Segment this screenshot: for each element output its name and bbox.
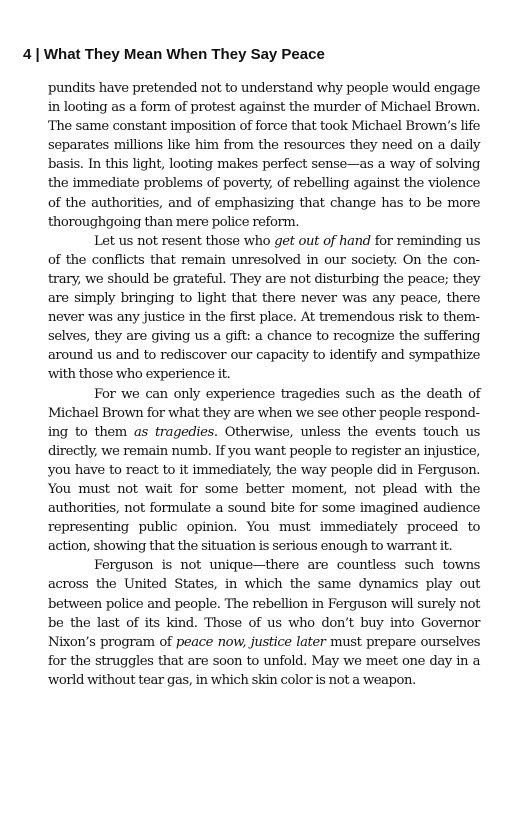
italic-phrase: as tragedies <box>134 424 214 440</box>
paragraph <box>48 385 480 557</box>
italic-phrase: get out of hand <box>274 233 371 249</box>
body-text <box>48 79 480 690</box>
page-number: 4 <box>23 46 32 63</box>
text-run: pundits have pretended not to understand why people would engage in looting as a form of protest against the murder of Michael Brown. The same constant imposition of force that took Michael Brown’s life separates millions like him from the resources they need on a daily basis. In this light, looting makes perfect sense—as a way of solving the immediate problems of poverty, of rebelling against the violence of the authorities, and of emphasizing that change has to be more thoroughgoing than mere police reform. <box>48 81 480 230</box>
text-run: must prepare ourselves for the struggles that are soon to unfold. May we meet one day in a world without tear gas, in which skin color is not a weapon. <box>48 634 481 688</box>
header-separator: | <box>35 46 40 63</box>
paragraph <box>48 232 480 385</box>
text-run: for reminding us of the conflicts that remain unresolved in our society. On the contrary, we should be grateful. They are not disturbing the peace; they are simply bringing to light that there never was any peace, there never was any justice in the first place. At tremendous risk to themselves, they are giving us a gift: a chance to recognize the suffering around us and to rediscover our capacity to identify and sympathize with those who experience it. <box>48 233 481 383</box>
italic-phrase: peace now, justice later <box>175 634 326 650</box>
text-run: . Otherwise, unless the events touch us directly, we remain numb. If you want people to register an injustice, you have to react to it immediately, the way people did in Ferguson. You must not wait for some better moment, not plead with the authorities, not formulate a sound bite for some imagined audience representing public opinion. You must immediately proceed to action, showing that the situation is serious enough to warrant it. <box>48 424 480 555</box>
paragraph <box>48 556 480 690</box>
text-run: Ferguson is not unique—there are countless such towns across the United States, in which the same dynamics play out between police and people. The rebellion in Ferguson will surely not be the last of its kind. Those of us who don’t buy into Governor Nixon’s program of <box>48 558 480 650</box>
chapter-title: What They Mean When They Say Peace <box>43 46 325 63</box>
text-run: For we can only experience tragedies such as the death of Michael Brown for what they are when we see other people responding to them <box>48 386 480 440</box>
running-header <box>23 46 325 63</box>
paragraph <box>48 79 480 232</box>
text-run: Let us not resent those who <box>94 233 275 249</box>
